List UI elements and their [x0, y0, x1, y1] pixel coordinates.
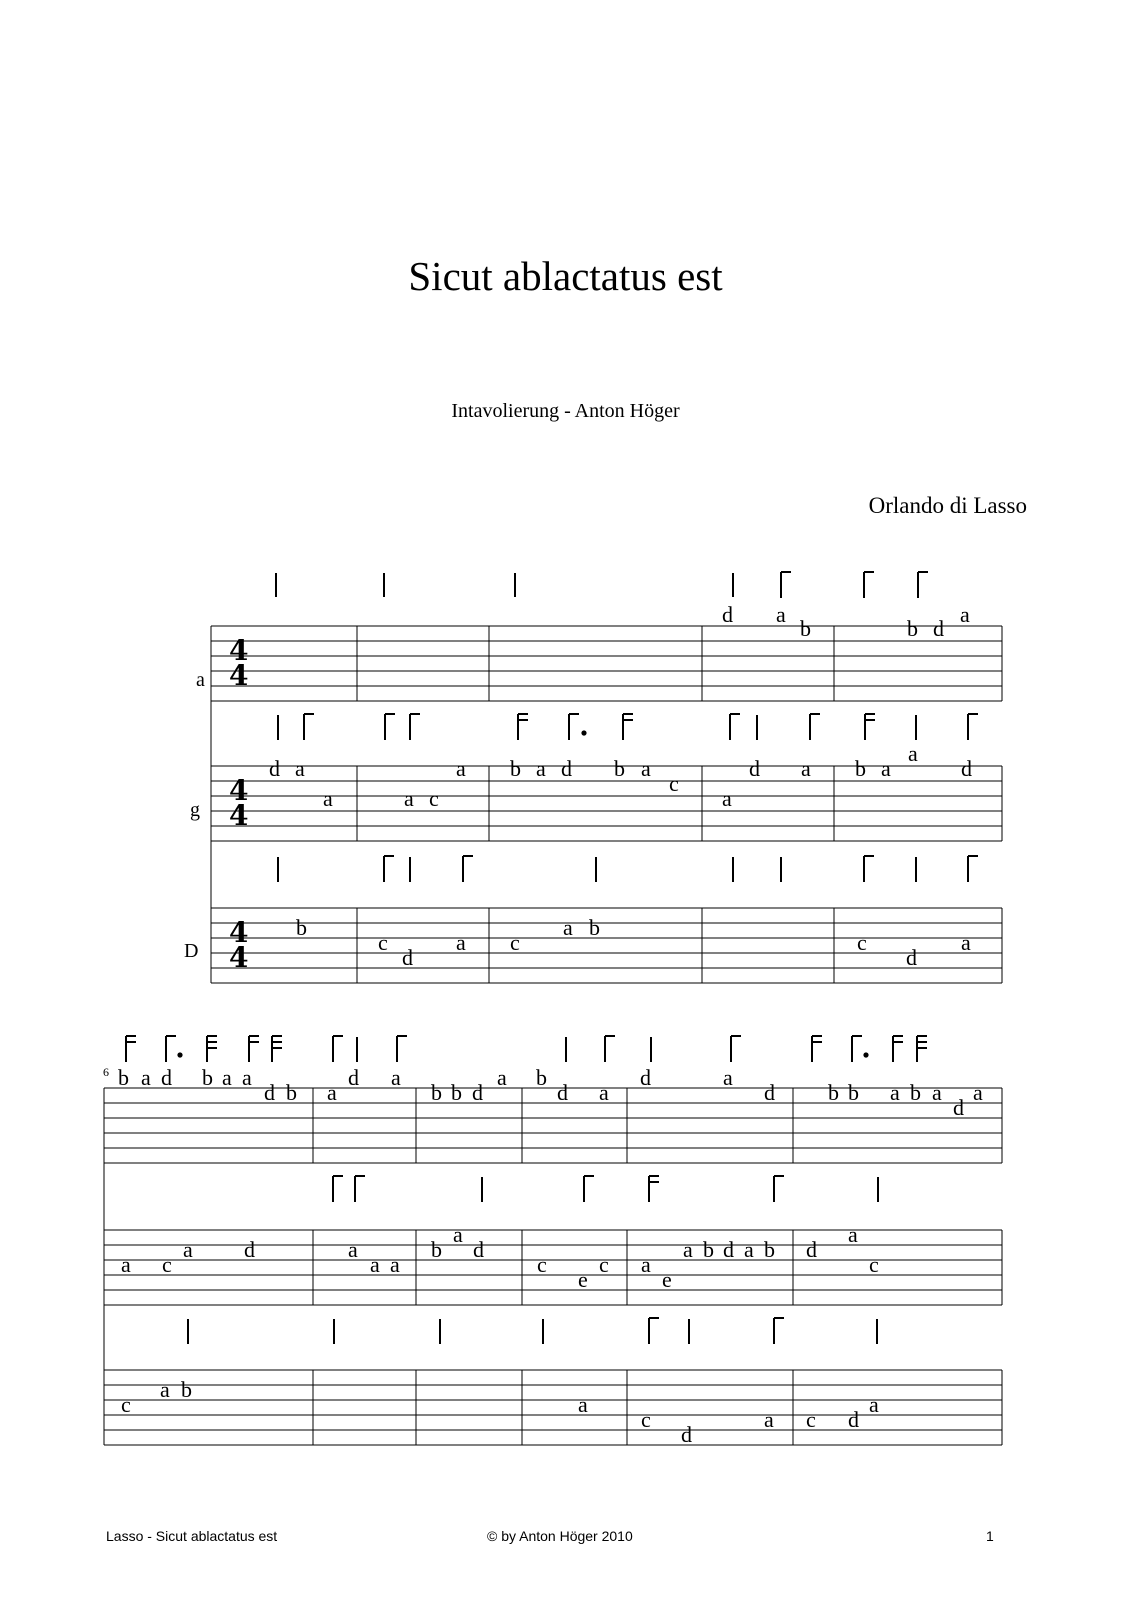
tab-letter: b: [510, 756, 521, 781]
rhythm-mark: [463, 856, 473, 882]
tab-letter: b: [848, 1080, 859, 1105]
tab-letter: d: [681, 1422, 692, 1447]
tab-letter: a: [744, 1237, 754, 1262]
tab-letter: b: [431, 1237, 442, 1262]
tab-letter: a: [295, 756, 305, 781]
rhythm-mark: [730, 714, 740, 740]
tab-letter: a: [764, 1407, 774, 1432]
tab-letter: b: [855, 756, 866, 781]
tab-letter: a: [960, 602, 970, 627]
tab-letter: d: [906, 945, 917, 970]
rhythm-mark: [810, 714, 820, 740]
tab-letter: d: [557, 1080, 568, 1105]
tab-letter: a: [563, 915, 573, 940]
tab-letters: [722, 602, 970, 641]
tab-letter: a: [599, 1080, 609, 1105]
tab-letter: a: [404, 786, 414, 811]
stave-2-2: [104, 1176, 1002, 1305]
rhythm-mark: [649, 1318, 659, 1344]
rhythm-mark: [385, 714, 395, 740]
tab-letter: d: [953, 1095, 964, 1120]
tab-letter: a: [370, 1252, 380, 1277]
rhythm-mark: [166, 1036, 176, 1062]
rhythm-mark: [968, 856, 978, 882]
tuning-label: g: [190, 799, 200, 821]
footer-copyright: © by Anton Höger 2010: [487, 1528, 633, 1544]
rhythm-mark: [126, 1036, 136, 1062]
rhythm-mark: [397, 1036, 407, 1062]
tab-letter: a: [869, 1392, 879, 1417]
tab-letter: a: [536, 756, 546, 781]
tab-letter: b: [800, 616, 811, 641]
tab-letter: d: [561, 756, 572, 781]
tab-letter: c: [641, 1407, 651, 1432]
time-signature: [229, 774, 248, 832]
tab-letter: b: [202, 1065, 213, 1090]
tab-letter: a: [391, 1065, 401, 1090]
tab-letter: d: [640, 1065, 651, 1090]
rhythm-mark: [569, 714, 579, 740]
tab-letter: b: [910, 1080, 921, 1105]
rhythm-mark: [304, 714, 314, 740]
tab-letter: d: [848, 1407, 859, 1432]
tab-letter: a: [801, 756, 811, 781]
rhythm-mark: [410, 714, 420, 740]
tab-letter: c: [121, 1392, 131, 1417]
tab-letter: b: [286, 1080, 297, 1105]
tab-letter: a: [776, 602, 786, 627]
rhythm-mark: [584, 1176, 594, 1202]
rhythm-mark: [893, 1036, 903, 1062]
rhythm-flags: [333, 1176, 878, 1202]
tab-letter: b: [118, 1065, 129, 1090]
rhythm-flags: [126, 1036, 927, 1062]
time-signature: [229, 634, 248, 692]
rhythm-mark: [249, 1036, 259, 1062]
tab-letter: a: [456, 756, 466, 781]
rhythm-mark: [865, 714, 875, 740]
tab-letters: [118, 1065, 983, 1120]
tab-letter: c: [857, 930, 867, 955]
rhythm-dot: [582, 731, 585, 734]
tab-letter: a: [932, 1080, 942, 1105]
tab-letter: a: [222, 1065, 232, 1090]
time-sig-den: 4: [229, 941, 249, 974]
rhythm-mark: [518, 714, 528, 740]
tab-letter: a: [327, 1080, 337, 1105]
tab-letter: d: [161, 1065, 172, 1090]
measure-number: 6: [103, 1065, 109, 1079]
tab-letter: b: [451, 1080, 462, 1105]
tab-letter: b: [703, 1237, 714, 1262]
rhythm-mark: [272, 1036, 282, 1062]
tab-letter: b: [296, 915, 307, 940]
tab-letters: [121, 1377, 879, 1447]
stave-1-3: [184, 626, 1002, 983]
tab-letter: b: [907, 616, 918, 641]
tab-letter: b: [181, 1377, 192, 1402]
rhythm-flags: [276, 572, 928, 598]
rhythm-mark: [781, 572, 791, 598]
system-1: [184, 572, 1002, 983]
tab-letter: a: [641, 756, 651, 781]
composer-name: Orlando di Lasso: [868, 493, 1027, 518]
rhythm-mark: [649, 1176, 659, 1202]
tab-letter: e: [662, 1267, 672, 1292]
tab-letter: c: [510, 930, 520, 955]
rhythm-mark: [864, 856, 874, 882]
tab-letter: d: [722, 602, 733, 627]
stave-1-2: [190, 714, 1002, 841]
time-signature: [229, 916, 248, 974]
tab-letter: a: [723, 1065, 733, 1090]
rhythm-mark: [968, 714, 978, 740]
tab-letter: d: [244, 1237, 255, 1262]
tab-letter: c: [806, 1407, 816, 1432]
tab-letter: d: [723, 1237, 734, 1262]
stave-1-1: [196, 572, 1002, 701]
rhythm-flags: [278, 714, 978, 740]
system-2: [103, 1036, 1002, 1447]
time-sig-num: 4: [229, 774, 249, 807]
tab-letter: d: [806, 1237, 817, 1262]
tab-letter: c: [599, 1252, 609, 1277]
tab-letter: c: [537, 1252, 547, 1277]
tab-letters: [121, 1222, 879, 1292]
tab-letter: d: [472, 1080, 483, 1105]
tab-letter: a: [183, 1237, 193, 1262]
page-number: 1: [986, 1528, 994, 1544]
tab-letter: a: [578, 1392, 588, 1417]
tab-letter: d: [749, 756, 760, 781]
tab-letter: a: [453, 1222, 463, 1247]
tab-letter: a: [848, 1222, 858, 1247]
tab-letter: a: [160, 1377, 170, 1402]
tab-letter: b: [536, 1065, 547, 1090]
tab-letter: a: [641, 1252, 651, 1277]
tab-letter: a: [908, 741, 918, 766]
tab-letter: b: [828, 1080, 839, 1105]
tab-letter: b: [614, 756, 625, 781]
tab-letter: a: [722, 786, 732, 811]
stave-2-1: [104, 1036, 1002, 1163]
tab-letter: a: [323, 786, 333, 811]
rhythm-mark: [333, 1036, 343, 1062]
tab-letter: b: [589, 915, 600, 940]
tab-letter: d: [402, 945, 413, 970]
tab-letter: a: [348, 1237, 358, 1262]
rhythm-dot: [178, 1053, 181, 1056]
time-sig-num: 4: [229, 634, 249, 667]
tab-letter: a: [390, 1252, 400, 1277]
rhythm-mark: [384, 856, 394, 882]
tab-letter: c: [162, 1252, 172, 1277]
tab-letter: b: [431, 1080, 442, 1105]
tuning-label: a: [196, 669, 205, 691]
tab-letter: c: [869, 1252, 879, 1277]
page-title: Sicut ablactatus est: [408, 253, 723, 299]
time-sig-num: 4: [229, 916, 249, 949]
tab-letter: b: [764, 1237, 775, 1262]
rhythm-mark: [852, 1036, 862, 1062]
rhythm-mark: [774, 1318, 784, 1344]
tab-letter: d: [348, 1065, 359, 1090]
tab-letter: d: [269, 756, 280, 781]
tab-letters: [269, 741, 972, 811]
rhythm-mark: [731, 1036, 741, 1062]
rhythm-mark: [333, 1176, 343, 1202]
tab-letter: c: [669, 771, 679, 796]
tab-letter: d: [961, 756, 972, 781]
tuning-label: D: [184, 940, 199, 962]
tab-letter: a: [961, 930, 971, 955]
rhythm-flags: [188, 1318, 877, 1344]
rhythm-mark: [623, 714, 633, 740]
rhythm-mark: [917, 1036, 927, 1062]
arrangement-credit: Intavolierung - Anton Höger: [451, 400, 680, 422]
rhythm-mark: [864, 572, 874, 598]
footer-left: Lasso - Sicut ablactatus est: [106, 1528, 278, 1544]
tab-letter: a: [456, 930, 466, 955]
tab-letter: a: [242, 1065, 252, 1090]
tab-letter: d: [264, 1080, 275, 1105]
tab-letter: d: [473, 1237, 484, 1262]
tab-letter: e: [578, 1267, 588, 1292]
tab-letter: a: [497, 1065, 507, 1090]
tab-letter: c: [429, 786, 439, 811]
tab-letter: a: [141, 1065, 151, 1090]
tab-letter: a: [890, 1080, 900, 1105]
rhythm-mark: [355, 1176, 365, 1202]
tab-letter: a: [881, 756, 891, 781]
rhythm-mark: [774, 1176, 784, 1202]
rhythm-dot: [864, 1053, 867, 1056]
tab-letter: a: [121, 1252, 131, 1277]
rhythm-mark: [812, 1036, 822, 1062]
tab-letter: d: [764, 1080, 775, 1105]
rhythm-flags: [278, 856, 978, 882]
tab-letter: a: [973, 1080, 983, 1105]
tab-letter: a: [683, 1237, 693, 1262]
tab-letter: c: [378, 930, 388, 955]
time-sig-den: 4: [229, 799, 249, 832]
rhythm-mark: [918, 572, 928, 598]
stave-2-3: [104, 1088, 1002, 1447]
time-sig-den: 4: [229, 659, 249, 692]
rhythm-mark: [605, 1036, 615, 1062]
rhythm-mark: [207, 1036, 217, 1062]
tab-letter: d: [933, 616, 944, 641]
